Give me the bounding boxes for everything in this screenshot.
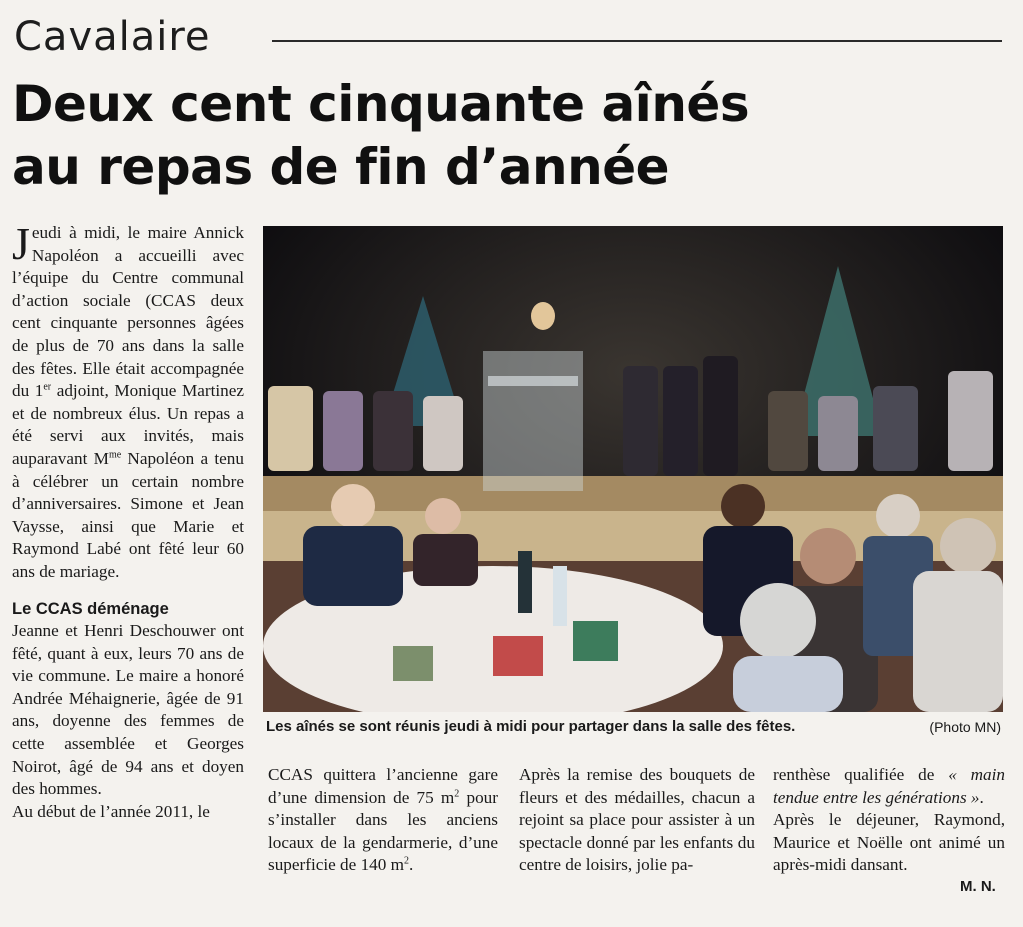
author-signature: M. N. [960,878,996,895]
p1-text-b: adjoint, Monique Martinez et de nombreux élus. Un repas a été servi aux invités, mais auparavant M [12,381,244,468]
col2-text-c: . [409,855,414,875]
col2-text-a: CCAS quittera l’ancienne gare d’une dimension de 75 m [268,765,498,807]
article-column-4 [773,764,1005,877]
col2-sup-1: 2 [454,787,460,799]
p1-sup-1: er [43,381,52,393]
col2-paragraph [268,764,498,877]
event-photo [263,226,1003,712]
article-column-3 [519,764,755,877]
col4-text-b: . [979,787,984,807]
headline-line-2: au repas de fin d’année [12,138,670,196]
article-column-2 [268,764,498,877]
paragraph-1 [12,218,244,584]
photo-illustration [263,226,1003,712]
caption-text: Les aînés se sont réunis jeudi à midi pour partager dans la salle des fêtes. [266,718,796,735]
article-column-1 [12,218,244,823]
headline-line-1: Deux cent cinquante aînés [12,75,750,133]
col4-paragraph-2: Après le déjeuner, Raymond, Maurice et Noëlle ont animé un après-midi dansant. [773,810,1005,875]
col4-paragraph-1 [773,764,1005,809]
subheading: Le CCAS déménage [12,599,169,618]
col4-quote: « main tendue entre les générations » [773,765,1006,807]
kicker-rule [272,40,1002,42]
paragraph-3-start: Au début de l’année 2011, le [12,801,210,821]
p1-text-a: eudi à midi, le maire Annick Napoléon a accueilli avec l’équipe du Centre communal d’action sociale (CCAS deux cent cinquante personnes âgées de plus de 70 ans dans la salle des fêtes. Elle était accompagnée du 1 [12,223,244,401]
section-kicker: Cavalaire [14,14,211,60]
p1-text-c: Napoléon a tenu à célébrer un certain nombre d’anniversaires. Simone et Jean Vaysse, ainsi que Marie et Raymond Labé ont fêté leur 60 ans de mariage. [12,448,244,581]
paragraph-2: Jeanne et Henri Deschouwer ont fêté, quant à eux, leurs 70 ans de vie commune. Le maire a honoré Andrée Méhaignerie, âgée de 91 ans, doyenne des femmes de cette assemblée et Georges Noirot, âgé de 94 ans et doyen des hommes. [12,621,244,799]
col3-paragraph: Après la remise des bouquets de fleurs et des médailles, chacun a rejoint sa place pour assister à un spectacle donné par les enfants du centre de loisirs, jolie pa- [519,765,755,875]
col2-text-b: pour s’installer dans les anciens locaux de la gendarmerie, d’une superficie de 140 m [268,787,498,875]
col4-text-a: renthèse qualifiée de [773,765,949,784]
drop-cap: J [12,218,30,269]
photo-credit: (Photo MN) [929,719,1001,735]
p1-sup-2: me [108,449,122,461]
photo-caption [263,716,1003,740]
col2-sup-2: 2 [404,855,410,867]
